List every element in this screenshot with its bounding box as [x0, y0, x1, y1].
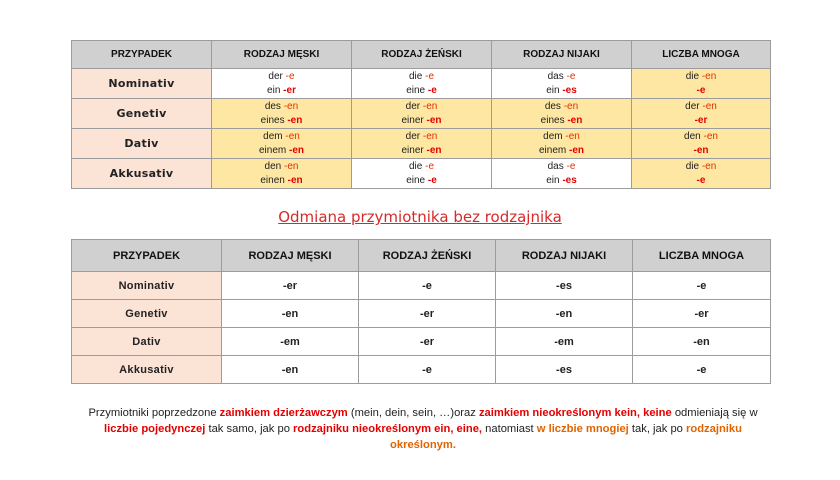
header-case: PRZYPADEK [72, 240, 222, 272]
article-cell: dem -en einem -en [492, 129, 632, 159]
table-header-row [72, 41, 771, 69]
table-header-row [72, 240, 771, 272]
ending-cell: -e [633, 272, 771, 300]
table-row [72, 69, 771, 99]
header-masculine: RODZAJ MĘSKI [212, 41, 352, 69]
article-cell: die -en -e [632, 159, 771, 189]
article-cell: das -e ein -es [492, 69, 632, 99]
header-feminine: RODZAJ ŻEŃSKI [352, 41, 492, 69]
ending-cell: -er [359, 328, 496, 356]
ending-cell: -en [633, 328, 771, 356]
explanation-note: Przymiotniki poprzedzone zaimkiem dzierżawczym (mein, dein, sein, …)oraz zaimkiem nieokreślonym kein, keine odmieniają się w liczbie pojedynczej tak samo, jak po rodzajniku nieokreślonym ein, eine, natomiast w liczbie mnogiej tak, jak po rodzajniku określonym. [88, 407, 758, 451]
ending-cell: -em [222, 328, 359, 356]
case-label: Dativ [72, 129, 212, 159]
article-cell: der -en einer -en [352, 129, 492, 159]
article-cell: das -e ein -es [492, 159, 632, 189]
article-cell: den -en einen -en [212, 159, 352, 189]
table-row [72, 159, 771, 189]
case-label: Akkusativ [72, 159, 212, 189]
ending-cell: -e [359, 356, 496, 384]
article-cell: dem -en einem -en [212, 129, 352, 159]
article-cell: den -en -en [632, 129, 771, 159]
table-row [72, 129, 771, 159]
article-cell: die -e eine -e [352, 69, 492, 99]
ending-cell: -en [222, 356, 359, 384]
declension-table-no-article [71, 239, 771, 384]
ending-cell: -en [496, 300, 633, 328]
ending-cell: -en [222, 300, 359, 328]
header-plural: LICZBA MNOGA [632, 41, 771, 69]
table-row [72, 328, 771, 356]
case-label: Nominativ [72, 272, 222, 300]
article-cell: der -e ein -er [212, 69, 352, 99]
article-cell: der -en -er [632, 99, 771, 129]
ending-cell: -es [496, 272, 633, 300]
header-case: PRZYPADEK [72, 41, 212, 69]
ending-cell: -em [496, 328, 633, 356]
table-row [72, 99, 771, 129]
case-label: Genetiv [72, 99, 212, 129]
article-cell: des -en eines -en [212, 99, 352, 129]
article-cell: die -e eine -e [352, 159, 492, 189]
case-label: Dativ [72, 328, 222, 356]
header-masculine: RODZAJ MĘSKI [222, 240, 359, 272]
ending-cell: -er [359, 300, 496, 328]
ending-cell: -er [222, 272, 359, 300]
table-row [72, 300, 771, 328]
declension-table-articles [71, 40, 771, 189]
header-plural: LICZBA MNOGA [633, 240, 771, 272]
case-label: Akkusativ [72, 356, 222, 384]
article-cell: der -en einer -en [352, 99, 492, 129]
header-neuter: RODZAJ NIJAKI [496, 240, 633, 272]
table-row [72, 356, 771, 384]
ending-cell: -es [496, 356, 633, 384]
header-neuter: RODZAJ NIJAKI [492, 41, 632, 69]
ending-cell: -e [633, 356, 771, 384]
article-cell: des -en eines -en [492, 99, 632, 129]
ending-cell: -er [633, 300, 771, 328]
article-cell: die -en -e [632, 69, 771, 99]
table-row [72, 272, 771, 300]
case-label: Genetiv [72, 300, 222, 328]
case-label: Nominativ [72, 69, 212, 99]
ending-cell: -e [359, 272, 496, 300]
header-feminine: RODZAJ ŻEŃSKI [359, 240, 496, 272]
section-title: Odmiana przymiotnika bez rodzajnika [278, 208, 562, 226]
